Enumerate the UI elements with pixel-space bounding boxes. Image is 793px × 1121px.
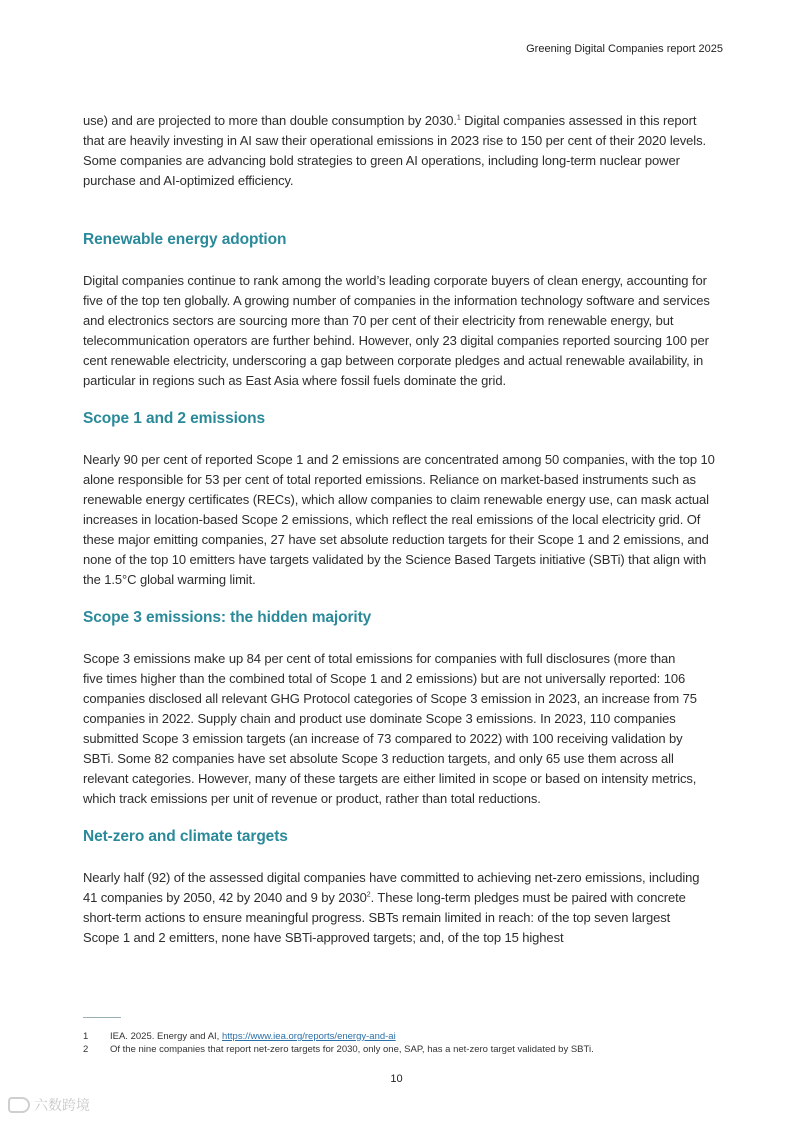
footnote-2 — [83, 1043, 594, 1056]
heading-scope-1-2: Scope 1 and 2 emissions — [83, 410, 266, 427]
watermark-logo-icon — [8, 1097, 30, 1113]
page-number: 10 — [390, 1073, 403, 1085]
heading-net-zero: Net-zero and climate targets — [83, 828, 288, 845]
footnote-text: Of the nine companies that report net-zero targets for 2030, only one, SAP, has a net-zero target validated by SBTi. — [110, 1044, 594, 1055]
footnote-1 — [83, 1030, 594, 1043]
footnote-text — [110, 1030, 396, 1043]
main-content — [83, 111, 723, 948]
footnotes — [83, 1030, 594, 1056]
net-zero-text-start: Nearly half (92) of the assessed digital companies have committed to achieving net-zero emissions, including 41 companies by 2050, 42 by 2040 and 9 by 2030 — [83, 870, 700, 905]
paragraph-scope-3: Scope 3 emissions make up 84 per cent of total emissions for companies with full disclosures (more than five times higher than the combined total of Scope 1 and 2 emissions) but are not universally reported: 106 companies disclosed all relevant GHG Protocol categories of Scope 3 emission in 2023, an increase from 75 companies in 2022. Supply chain and product use dominate Scope 3 emissions. In 2023, 110 companies submitted Scope 3 emission targets (an increase of 73 compared to 2022) with 100 receiving validation by SBTi. Some 82 companies have set absolute Scope 3 reduction targets, and only 65 use them across all relevant categories. However, many of these targets are either limited in scope or based on intensity metrics, which track emissions per unit of revenue or product, rather than total reductions. — [83, 651, 697, 806]
running-header: Greening Digital Companies report 2025 — [526, 43, 723, 55]
intro-paragraph — [83, 111, 708, 191]
intro-text-start: use) and are projected to more than double consumption by 2030. — [83, 113, 457, 128]
footnote-number: 1 — [83, 1031, 89, 1042]
paragraph-net-zero — [83, 868, 703, 948]
watermark — [8, 1095, 90, 1115]
net-zero-text-end: . These long-term pledges must be paired with concrete short-term actions to ensure meaningful progress. SBTs remain limited in reach: of the top seven largest Scope 1 and 2 emitters, none have SBTi-approved targets; and, of the top 15 highest — [83, 890, 686, 945]
footnote-number: 2 — [83, 1044, 89, 1055]
footnote-1-text: IEA. 2025. Energy and AI, — [110, 1031, 222, 1042]
footnote-divider — [83, 1017, 121, 1018]
paragraph-scope-1-2: Nearly 90 per cent of reported Scope 1 and 2 emissions are concentrated among 50 companies, with the top 10 alone responsible for 53 per cent of total reported emissions. Reliance on market-based instruments such as renewable energy certificates (RECs), which allow companies to claim renewable energy use, can mask actual increases in location-based Scope 2 emissions, which reflect the real emissions of the local electricity grid. Of these major emitting companies, 27 have set absolute reduction targets for their Scope 1 and 2 emissions, and none of the top 10 emitters have targets validated by the Science Based Targets initiative (SBTi) that align with the 1.5°C global warming limit. — [83, 452, 715, 587]
watermark-text: 六数跨境 — [34, 1097, 90, 1113]
footnote-ref-1[interactable]: 1 — [456, 114, 461, 122]
footnote-1-link[interactable]: https://www.iea.org/reports/energy-and-ai — [221, 1031, 396, 1042]
footnote-ref-2[interactable]: 2 — [366, 891, 371, 899]
paragraph-renewable-energy: Digital companies continue to rank among the world’s leading corporate buyers of clean energy, accounting for five of the top ten globally. A growing number of companies in the information technology software and services and electronics sectors are sourcing more than 70 per cent of their electricity from renewable energy, but telecommunication operators are further behind. However, only 23 digital companies reported sourcing 100 per cent renewable electricity, underscoring a gap between corporate pledges and actual renewable availability, in particular in regions such as East Asia where fossil fuels dominate the grid. — [83, 273, 710, 388]
heading-scope-3: Scope 3 emissions: the hidden majority — [83, 609, 372, 626]
heading-renewable-energy: Renewable energy adoption — [83, 231, 287, 248]
intro-text-end: Digital companies assessed in this report that are heavily investing in AI saw their operational emissions in 2023 rise to 150 per cent of their 2020 levels. Some companies are advancing bold strategies to green AI operations, including long-term nuclear power purchase and AI-optimized efficiency. — [83, 113, 706, 188]
